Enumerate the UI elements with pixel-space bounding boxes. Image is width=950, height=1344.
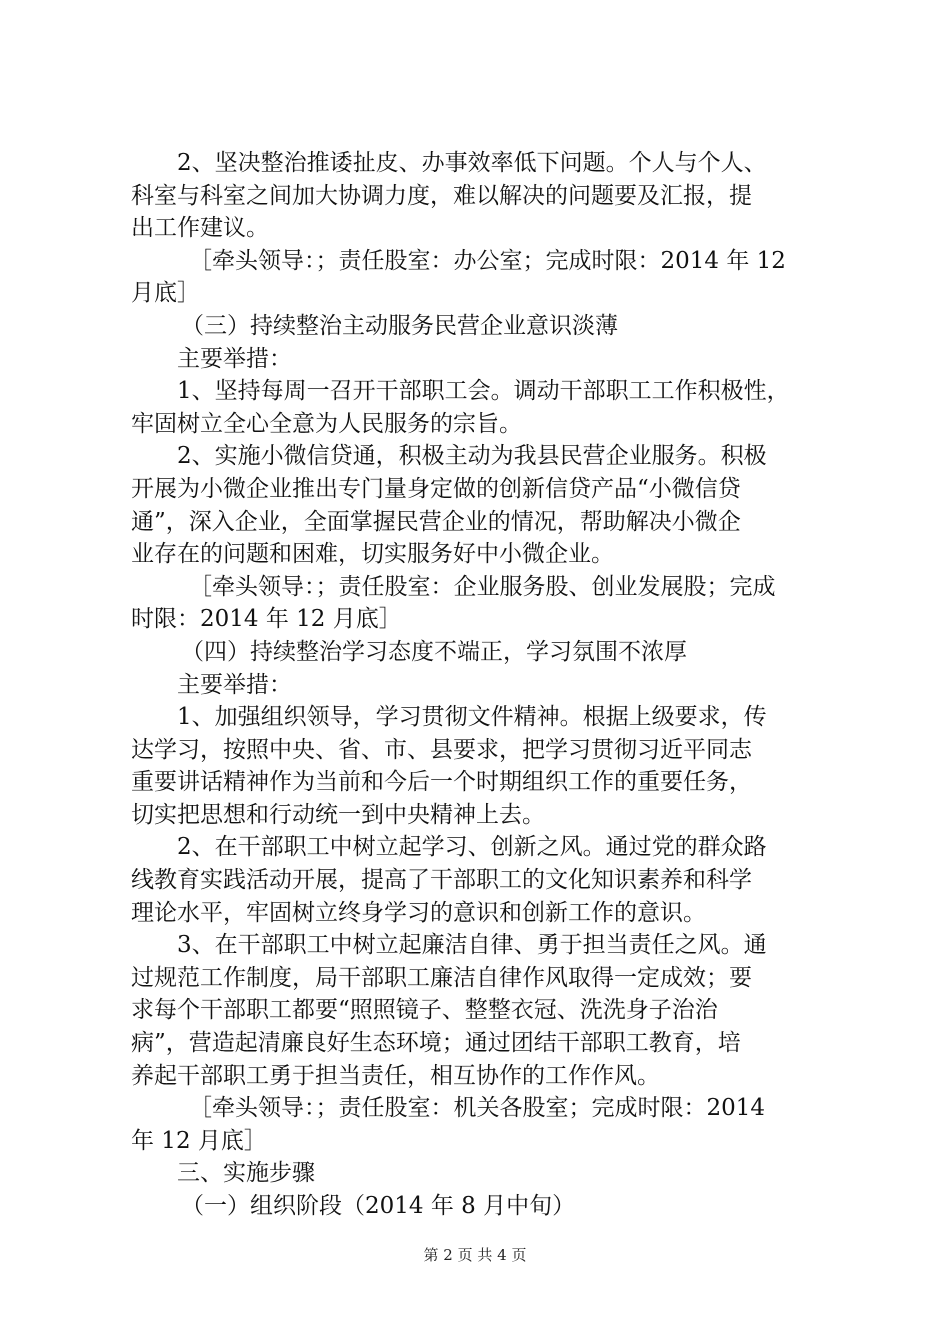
- page-number-footer: 第 2 页 共 4 页: [423, 1246, 527, 1264]
- paragraph-line: 求每个干部职工都要“照照镜子、整整衣冠、洗洗身子治治: [131, 997, 718, 1024]
- paragraph-line: 年 12 月底］: [131, 1127, 267, 1154]
- paragraph-line: 主要举措：: [177, 671, 292, 698]
- paragraph-line: 业存在的问题和困难，切实服务好中小微企业。: [131, 541, 614, 568]
- paragraph-line: 2、在干部职工中树立起学习、创新之风。通过党的群众路: [177, 834, 767, 861]
- section-heading: （一）组织阶段（2014 年 8 月中旬）: [181, 1193, 576, 1219]
- paragraph-line: 月底］: [131, 280, 200, 307]
- paragraph-line: 达学习，按照中央、省、市、县要求，把学习贯彻习近平同志: [131, 736, 752, 763]
- paragraph-line: 理论水平，牢固树立终身学习的意识和创新工作的意识。: [131, 899, 706, 926]
- paragraph-line: 线教育实践活动开展，提高了干部职工的文化知识素养和科学: [131, 867, 752, 894]
- paragraph-line: 科室与科室之间加大协调力度，难以解决的问题要及汇报，提: [131, 182, 752, 209]
- paragraph-line: ［牵头领导：；责任股室：办公室；完成时限：2014 年 12: [189, 247, 786, 274]
- paragraph-line: 2、坚决整治推诿扯皮、办事效率低下问题。个人与个人、: [177, 150, 767, 176]
- paragraph-line: 养起干部职工勇于担当责任，相互协作的工作作风。: [131, 1062, 660, 1089]
- paragraph-line: 病”，营造起清廉良好生态环境；通过团结干部职工教育，培: [131, 1030, 741, 1057]
- paragraph-line: ［牵头领导：；责任股室：企业服务股、创业发展股；完成: [189, 573, 776, 600]
- section-heading: （四）持续整治学习态度不端正，学习氛围不浓厚: [181, 638, 687, 665]
- section-heading: 三、实施步骤: [177, 1160, 315, 1187]
- paragraph-line: ［牵头领导：；责任股室：机关各股室；完成时限：2014: [189, 1095, 766, 1122]
- paragraph-line: 1、坚持每周一召开干部职工会。调动干部职工工作积极性，: [177, 378, 790, 405]
- paragraph-line: 2、实施小微信贷通，积极主动为我县民营企业服务。积极: [177, 443, 767, 470]
- paragraph-line: 过规范工作制度，局干部职工廉洁自律作风取得一定成效；要: [131, 964, 752, 991]
- paragraph-line: 通”，深入企业，全面掌握民营企业的情况，帮助解决小微企: [131, 508, 741, 535]
- paragraph-line: 出工作建议。: [131, 215, 269, 242]
- section-heading: （三）持续整治主动服务民营企业意识淡薄: [181, 312, 618, 339]
- paragraph-line: 重要讲话精神作为当前和今后一个时期组织工作的重要任务，: [131, 769, 752, 796]
- paragraph-line: 切实把思想和行动统一到中央精神上去。: [131, 801, 545, 828]
- paragraph-line: 开展为小微企业推出专门量身定做的创新信贷产品“小微信贷: [131, 475, 741, 502]
- paragraph-line: 主要举措：: [177, 345, 292, 372]
- paragraph-line: 时限：2014 年 12 月底］: [131, 606, 402, 633]
- paragraph-line: 1、加强组织领导，学习贯彻文件精神。根据上级要求，传: [177, 704, 767, 731]
- document-body: [131, 147, 831, 1223]
- paragraph-line: 3、在干部职工中树立起廉洁自律、勇于担当责任之风。通: [177, 932, 767, 959]
- paragraph-line: 牢固树立全心全意为人民服务的宗旨。: [131, 410, 522, 437]
